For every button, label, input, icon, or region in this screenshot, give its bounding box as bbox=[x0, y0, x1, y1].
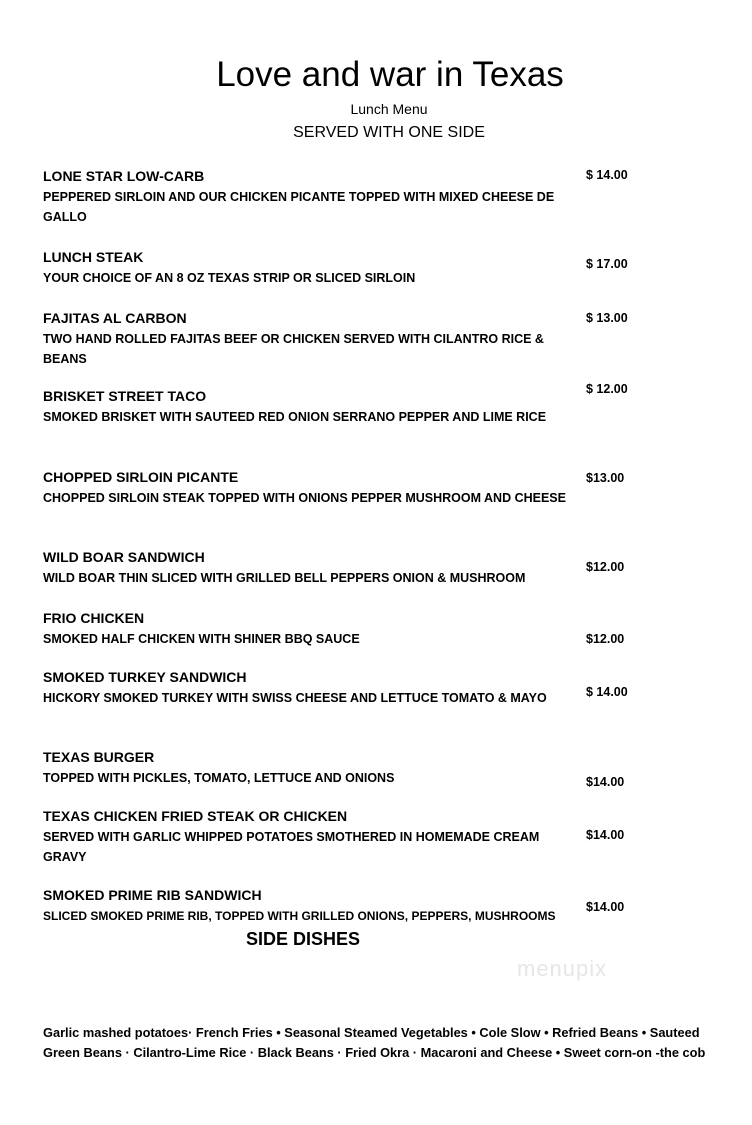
item-name: TEXAS BURGER bbox=[43, 749, 155, 765]
item-price: $ 14.00 bbox=[586, 685, 628, 699]
item-name: FRIO CHICKEN bbox=[43, 610, 145, 626]
item-price: $ 14.00 bbox=[586, 168, 628, 182]
watermark: menupix bbox=[517, 956, 608, 981]
side-dishes-list: Garlic mashed potatoes· French Fries • Seasonal Steamed Vegetables • Cole Slow • Refried Beans • Sauteed Green Beans · Cilantro-Lime Rice · Black Beans · Fried Okra · Macaroni and Cheese • Sweet corn-on -the cob bbox=[43, 1025, 706, 1060]
item-name: LUNCH STEAK bbox=[43, 249, 144, 265]
item-description: TOPPED WITH PICKLES, TOMATO, LETTUCE AND ONIONS bbox=[43, 771, 395, 785]
item-price: $ 12.00 bbox=[586, 382, 628, 396]
item-price: $ 17.00 bbox=[586, 257, 628, 271]
item-description: YOUR CHOICE OF AN 8 OZ TEXAS STRIP OR SLICED SIRLOIN bbox=[43, 271, 416, 285]
item-name: BRISKET STREET TACO bbox=[43, 388, 207, 404]
item-name: WILD BOAR SANDWICH bbox=[43, 549, 205, 565]
menu-item bbox=[43, 748, 583, 788]
item-description: SLICED SMOKED PRIME RIB, TOPPED WITH GRILLED ONIONS, PEPPERS, MUSHROOMS bbox=[43, 909, 556, 923]
item-description: PEPPERED SIRLOIN AND OUR CHICKEN PICANTE TOPPED WITH MIXED CHEESE DE GALLO bbox=[43, 190, 555, 224]
item-name: CHOPPED SIRLOIN PICANTE bbox=[43, 469, 239, 485]
item-price: $12.00 bbox=[586, 632, 625, 646]
item-price: $14.00 bbox=[586, 775, 625, 789]
item-description: SMOKED HALF CHICKEN WITH SHINER BBQ SAUCE bbox=[43, 632, 360, 646]
item-price: $12.00 bbox=[586, 560, 625, 574]
menu-item bbox=[43, 548, 583, 588]
menu-item bbox=[43, 309, 583, 369]
item-description: SMOKED BRISKET WITH SAUTEED RED ONION SERRANO PEPPER AND LIME RICE bbox=[43, 410, 547, 424]
menu-item bbox=[43, 468, 583, 508]
side-dishes-heading: SIDE DISHES bbox=[246, 929, 361, 949]
item-name: SMOKED PRIME RIB SANDWICH bbox=[43, 887, 262, 903]
item-name: TEXAS CHICKEN FRIED STEAK OR CHICKEN bbox=[43, 808, 348, 824]
item-price: $13.00 bbox=[586, 471, 625, 485]
menu-subtitle: Lunch Menu bbox=[350, 101, 428, 117]
item-description: HICKORY SMOKED TURKEY WITH SWISS CHEESE AND LETTUCE TOMATO & MAYO bbox=[43, 691, 547, 705]
item-price: $14.00 bbox=[586, 828, 625, 842]
menu-item bbox=[43, 668, 583, 708]
item-price: $ 13.00 bbox=[586, 311, 628, 325]
item-name: LONE STAR LOW-CARB bbox=[43, 168, 205, 184]
served-note: SERVED WITH ONE SIDE bbox=[293, 124, 485, 141]
item-price: $14.00 bbox=[586, 900, 625, 914]
item-description: CHOPPED SIRLOIN STEAK TOPPED WITH ONIONS PEPPER MUSHROOM AND CHEESE bbox=[43, 491, 566, 505]
menu-item bbox=[43, 886, 603, 926]
menu-item bbox=[43, 807, 583, 867]
item-name: SMOKED TURKEY SANDWICH bbox=[43, 669, 247, 685]
menu-item bbox=[43, 167, 583, 227]
menu-item bbox=[43, 609, 583, 649]
item-description: WILD BOAR THIN SLICED WITH GRILLED BELL PEPPERS ONION & MUSHROOM bbox=[43, 571, 526, 585]
menu-item bbox=[43, 248, 583, 288]
menu-item bbox=[43, 387, 583, 427]
item-description: TWO HAND ROLLED FAJITAS BEEF OR CHICKEN SERVED WITH CILANTRO RICE & BEANS bbox=[43, 332, 544, 366]
item-description: SERVED WITH GARLIC WHIPPED POTATOES SMOTHERED IN HOMEMADE CREAM GRAVY bbox=[43, 830, 540, 864]
menu-title: Love and war in Texas bbox=[216, 55, 564, 94]
item-name: FAJITAS AL CARBON bbox=[43, 310, 187, 326]
